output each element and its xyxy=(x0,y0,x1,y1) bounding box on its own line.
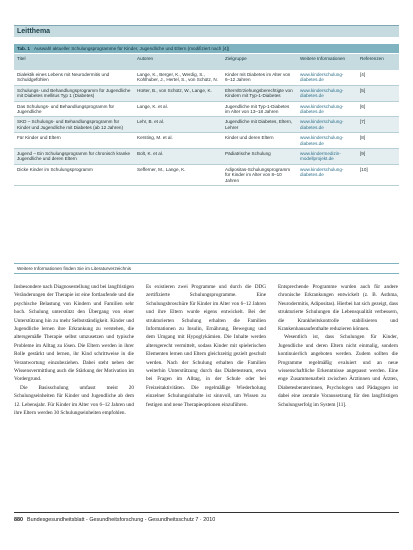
header-more-info: Weitere Informationen xyxy=(297,54,357,70)
cell-title: SKD – Schulungs- und Behandlungsprogramm für Kinder und Jugendliche mit Diabetes (ab 12 Jahren) xyxy=(14,117,134,133)
cell-web-link[interactable]: www.kinderschulung-diabetes.de xyxy=(297,133,357,149)
header-title: Titel xyxy=(14,54,134,70)
cell-authors: Kersting, M. et al. xyxy=(134,133,222,149)
table-row xyxy=(14,70,399,85)
cell-web-link[interactable]: www.kinderschulung-diabetes.de xyxy=(297,101,357,117)
cell-web-link[interactable]: www.kinderschulung-diabetes.de xyxy=(297,117,357,133)
cell-authors: Lehr, B. et al. xyxy=(134,117,222,133)
cell-target-group: Kinder und deren Eltern xyxy=(222,133,297,149)
cell-reference: [8] xyxy=(357,133,399,149)
table-row xyxy=(14,164,399,185)
cell-target-group: Jugendliche mit Diabetes, Eltern, Lehrer xyxy=(222,117,297,133)
cell-title: Dicke Kinder im Schulungsprogramm xyxy=(14,164,134,185)
table-caption-text: Auswahl aktueller Schulungsprogramme für Kinder, Jugendliche und Eltern (modifiziert nach [4]) xyxy=(33,46,230,51)
table-header-row xyxy=(14,54,399,70)
cell-title: Für Kinder und Eltern xyxy=(14,133,134,149)
table-caption xyxy=(14,44,399,53)
cell-authors: Hürter, B., von Schütz, W., Lange, K. xyxy=(134,85,222,101)
cell-reference: [7] xyxy=(357,117,399,133)
table-row xyxy=(14,133,399,149)
paragraph: Entsprechende Programme wurden auch für andere chronische Erkrankungen entwickelt (z. B. Asthma, Neurodermitis, Adipositas). Hierbei hat sich gezeigt, dass strukturierte Schulungen die Lebensqualität verbessern, die Krankheitskontrolle stabilisieren und Krankenhausaufenthalte reduzieren können. xyxy=(278,284,398,333)
header-references: Referenzen xyxy=(357,54,399,70)
table-row xyxy=(14,101,399,117)
table-label: Tab. 1 xyxy=(17,46,30,51)
table-row xyxy=(14,149,399,165)
table-row xyxy=(14,85,399,101)
cell-target-group: Jugendliche mit Typ-1-Diabetes im Alter von 13–18 Jahren xyxy=(222,101,297,117)
cell-reference: [10] xyxy=(357,164,399,185)
cell-target-group: Eltern/Erziehungsberechtigte von Kindern mit Typ-1-Diabetes xyxy=(222,85,297,101)
page-footer xyxy=(14,517,215,523)
cell-reference: [4] xyxy=(357,70,399,85)
section-title: Leitthema xyxy=(17,28,51,35)
cell-title: Das Schulungs- und Behandlungsprogramm für Jugendliche xyxy=(14,101,134,117)
cell-authors: Lange, K. et al. xyxy=(134,101,222,117)
paragraph: Wesentlich ist, dass Schulungen für Kinder, Jugendliche und deren Eltern nicht einmalig, sondern kontinuierlich angeboten werden. Zudem sollten die Programme regelmäßig evaluiert und an neue wissenschaftliche Erkenntnisse angepasst werden. Eine enge Zusammenarbeit zwischen Ärztinnen und Ärzten, Diabetesberaterinnen, Psychologen und Pädagogen ist dabei eine zentrale Voraussetzung für den langfristigen Schulungserfolg im System [11]. xyxy=(278,334,398,408)
cell-web-link[interactable]: www.kinderschulung-diabetes.de xyxy=(297,70,357,85)
cell-web-link[interactable]: www.kinderschulung-diabetes.de xyxy=(297,164,357,185)
cell-title: Dialektik eines Lebens mit Neurodermitis und Schuldgefühlen xyxy=(14,70,134,85)
text-column-2 xyxy=(146,283,266,503)
paragraph: Insbesondere nach Diagnosestellung und bei langfristigen Veränderungen der Therapie ist eine fortlaufende und die psychische Belastung von Kindern und Familien sehr hoch. Schulung unterstützt den Übergang von einer Unterstützung hin zu mehr Selbstständigkeit. Kinder und Jugendliche lernen ihre Erkrankung zu verstehen, die altersgemäße Therapie selbst umzusetzen und typische Probleme im Alltag zu lösen. Die Eltern werden in ihrer Rolle gestärkt und lernen, ihr Kind schrittweise in die Verantwortung einzubeziehen. Dabei steht neben der Wissensvermittlung auch die Stärkung der Motivation im Vordergrund. xyxy=(14,284,134,383)
header-authors: Autoren xyxy=(134,54,222,70)
table-footnote xyxy=(14,263,399,274)
text-column-1 xyxy=(14,283,134,503)
cell-reference: [6] xyxy=(357,101,399,117)
paragraph: Es existieren zwei Programme und durch die DDG zertifizierte Schulungsprogramme. Eine Schulungsbroschüre für Kinder im Alter von 6–12 Jahren und ihre Eltern wurde eigens entwickelt. Bei der strukturierten Schulung erhalten die Familien Informationen zu Insulin, Ernährung, Bewegung und dem Umgang mit Hypoglykämien. Die Inhalte werden altersgerecht vermittelt, sodass Kinder mit spielerischen Elementen lernen und Eltern gleichzeitig gezielt geschult werden. Nach der Schulung erhalten die Familien weiterhin Unterstützung durch das Diabetesteam, etwa bei Fragen im Alltag, in der Schule oder bei Freizeitaktivitäten. Die regelmäßige Wiederholung einzelner Schulungsinhalte ist sinnvoll, um Wissen zu festigen und neue Therapieoptionen einzuführen. xyxy=(146,284,266,408)
table-footnote-text: Weitere Informationen finden Sie im Literaturverzeichnis xyxy=(17,266,132,271)
cell-title: Schulungs- und Behandlungsprogramm für Jugendliche mit Diabetes mellitus Typ 1 (Diabetes) xyxy=(14,85,134,101)
cell-authors: Bolt, K. et al. xyxy=(134,149,222,165)
header-target-group: Zielgruppe xyxy=(222,54,297,70)
cell-authors: Sefferner, M., Lange, K. xyxy=(134,164,222,185)
footer-divider xyxy=(14,512,399,513)
table-row xyxy=(14,117,399,133)
section-header xyxy=(14,25,399,37)
cell-authors: Lange, K., Berger, K., Werdig, S., Kohlhuber, J., Hertel, S., von Schütz, N. xyxy=(134,70,222,85)
cell-title: Jugend – Ein Schulungsprogramm für chronisch kranke Jugendliche und deren Eltern xyxy=(14,149,134,165)
text-column-3 xyxy=(278,283,398,503)
cell-reference: [9] xyxy=(357,149,399,165)
journal-name: Bundesgesundheitsblatt - Gesundheitsforschung - Gesundheitsschutz 7 · 2010 xyxy=(27,517,216,523)
cell-web-link[interactable]: www.kindermedizin-modellprojekt.de xyxy=(297,149,357,165)
page-number: 880 xyxy=(14,517,23,523)
cell-target-group: Kinder mit Diabetes im Alter von 6–12 Jahren xyxy=(222,70,297,85)
program-table xyxy=(14,54,399,186)
cell-target-group: Adipositas-Schulungsprogramm für Kinder im Alter von 8–10 Jahren xyxy=(222,164,297,185)
cell-target-group: Pädiatrische Schulung xyxy=(222,149,297,165)
paragraph: Die Basisschulung umfasst meist 20 Schulungseinheiten für Kinder und Jugendliche ab dem 12. Lebensjahr. Für Kinder im Alter von 6–12 Jahren und ihre Eltern werden 30 Schulungseinheiten empfohlen. xyxy=(14,384,134,417)
cell-web-link[interactable]: www.kinderschulung-diabetes.de xyxy=(297,85,357,101)
cell-reference: [5] xyxy=(357,85,399,101)
